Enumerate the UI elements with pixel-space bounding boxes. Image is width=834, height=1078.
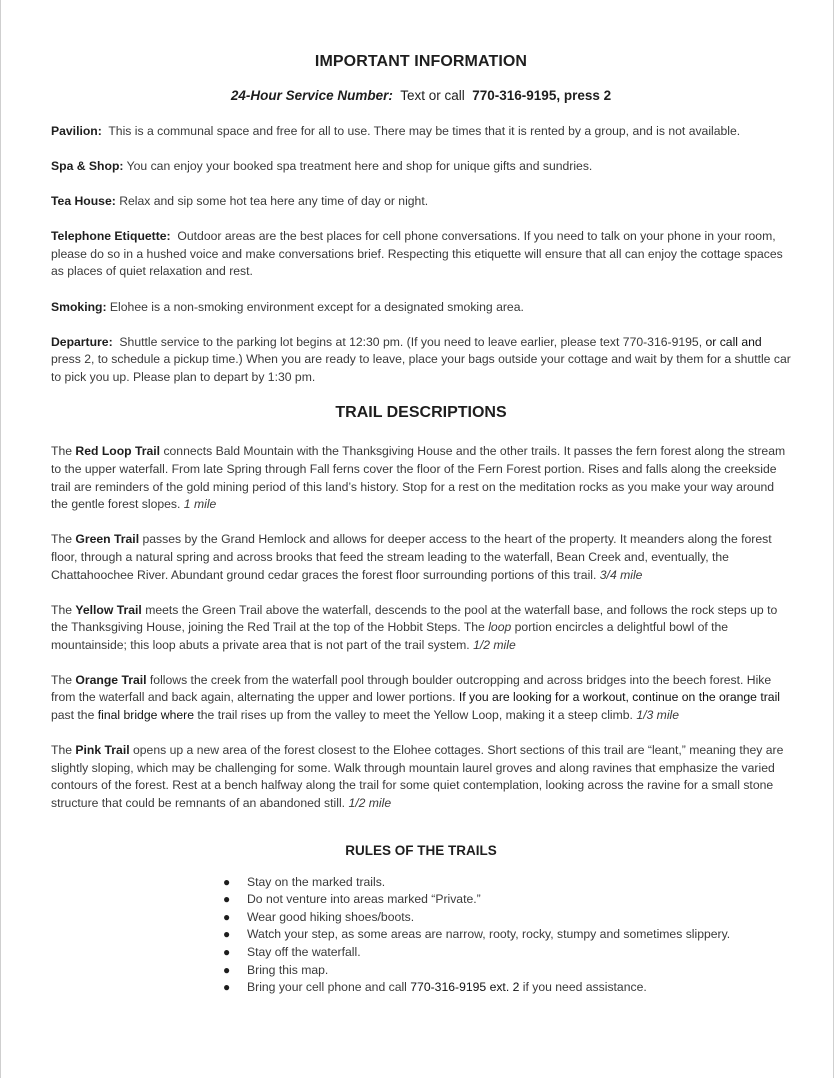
trail-distance: 1 mile	[183, 497, 217, 512]
rule-text: Wear good hiking shoes/boots.	[247, 909, 415, 924]
trail-text-emphasis: final bridge where	[97, 708, 194, 723]
trail-prefix: The	[51, 532, 73, 547]
rules-list	[51, 874, 791, 997]
service-number-label: 24-Hour Service Number:	[230, 88, 393, 103]
info-spa-shop	[51, 158, 791, 176]
rule-text: Do not venture into areas marked “Private.”	[247, 892, 481, 907]
trail-red	[51, 443, 791, 513]
info-text: press 2, to schedule a pickup time.) When you are ready to leave, place your bags outside your cottage and wait by them for a shuttle car to pick you up. Please plan to depart by 1:30 pm.	[51, 352, 791, 384]
bullet-icon: ●	[223, 962, 231, 977]
trail-yellow	[51, 602, 791, 655]
rule-item	[223, 962, 791, 980]
trail-distance: 1/2 mile	[348, 795, 392, 810]
trail-prefix: The	[51, 672, 73, 687]
trail-orange	[51, 672, 791, 725]
trail-distance: 1/3 mile	[636, 708, 680, 723]
info-tea-house	[51, 193, 791, 211]
trail-name: Green Trail	[75, 532, 140, 547]
info-text: Elohee is a non-smoking environment except for a designated smoking area.	[109, 299, 524, 314]
info-text: Relax and sip some hot tea here any time of day or night.	[119, 194, 429, 209]
rule-text: Watch your step, as some areas are narrow, rooty, rocky, stumpy and sometimes slippery.	[247, 927, 731, 942]
trail-name: Orange Trail	[75, 672, 147, 687]
info-label: Spa & Shop:	[51, 159, 124, 174]
rule-item	[223, 909, 791, 927]
info-pavilion	[51, 123, 791, 141]
bullet-icon: ●	[223, 892, 231, 907]
rule-text: Bring your cell phone and call	[247, 980, 407, 995]
trail-name: Red Loop Trail	[75, 444, 161, 459]
trail-text: follows the creek from the waterfall pool through boulder outcropping and across bridges into the beech forest. Hike from the waterfall and back again, alternating the upper and lower portions.	[51, 672, 772, 705]
trail-prefix: The	[51, 743, 73, 758]
trail-text: portion encircles a delightful bowl of the mountainside; this loop abuts a private area that is not part of the trail system.	[51, 620, 729, 652]
trail-prefix: The	[51, 444, 73, 459]
info-telephone-etiquette	[51, 228, 791, 281]
info-smoking	[51, 299, 791, 317]
info-text-emphasis: or call and	[705, 334, 762, 349]
info-label: Pavilion:	[51, 124, 102, 138]
page-title: IMPORTANT INFORMATION	[314, 53, 528, 70]
trail-text: passes by the Grand Hemlock and allows for deeper access to the heart of the property. It meanders along the forest floor, through a natural spring and across brooks that feed the stream leading to the waterfall, Bean Creek and, eventually, the Chattahoochee River. Abundant ground cedar graces the forest floor surrounding portions of this trail.	[51, 532, 772, 582]
bullet-icon: ●	[223, 927, 231, 942]
rule-phone-number: 770-316-9195 ext. 2	[410, 980, 520, 995]
info-label: Tea House:	[51, 194, 116, 209]
info-label: Smoking:	[51, 299, 107, 314]
info-text: This is a communal space and free for all to use. There may be times that it is rented by a group, and is not available.	[108, 124, 741, 138]
trail-text: opens up a new area of the forest closest to the Elohee cottages. Short sections of this trail are “leant,” meaning they are slightly sloping, which may be challenging for some. Walk through mountain laurel groves and along ravines that emphasize the varied contours of the forest. Rest at a bench halfway along the trail for some quiet contemplation, looking across the ravine for a small stone structure that could be remnants of an abandoned still.	[51, 743, 784, 810]
rule-item	[223, 944, 791, 962]
trail-green	[51, 531, 791, 584]
trail-name: Pink Trail	[75, 743, 130, 758]
info-text: Outdoor areas are the best places for cell phone conversations. If you need to talk on your phone in your room, please do so in a hushed voice and make conversations brief. Respecting this etiquette will ensure that all can enjoy the cottage spaces as places of quiet relaxation and rest.	[51, 229, 783, 279]
trail-text: meets the Green Trail above the waterfall, descends to the pool at the waterfall base, and follows the rock steps up to the Thanksgiving House, joining the Red Trail at the top of the Hobbit Steps. The	[51, 602, 778, 635]
trails-heading: TRAIL DESCRIPTIONS	[335, 404, 507, 422]
rules-heading: RULES OF THE TRAILS	[345, 842, 497, 858]
rule-text: Stay off the waterfall.	[247, 944, 361, 959]
rule-text: Stay on the marked trails.	[247, 874, 386, 889]
trail-text-emphasis: If you are looking for a workout, continue on the orange trail	[458, 690, 780, 705]
document-content	[51, 50, 791, 997]
rule-text: Bring this map.	[247, 962, 329, 977]
bullet-icon: ●	[223, 980, 231, 995]
bullet-icon: ●	[223, 909, 231, 924]
trail-text: the trail rises up from the valley to meet the Yellow Loop, making it a steep climb.	[197, 708, 633, 723]
info-label: Departure:	[51, 334, 113, 349]
trail-loop-word: loop	[488, 620, 512, 635]
trail-name: Yellow Trail	[75, 602, 142, 617]
rule-item	[223, 874, 791, 892]
trail-pink	[51, 742, 791, 812]
trail-distance: 1/2 mile	[473, 637, 516, 652]
bullet-icon: ●	[223, 874, 231, 889]
info-text: You can enjoy your booked spa treatment here and shop for unique gifts and sundries.	[126, 159, 593, 174]
bullet-icon: ●	[223, 944, 231, 959]
trail-text: connects Bald Mountain with the Thanksgiving House and the other trails. It passes the fern forest along the stream to the upper waterfall. From late Spring through Fall ferns cover the floor of the Fern Forest portion. Rises and falls along the creekside trail are reminders of the gold mining period of this land’s history. Stop for a rest on the meditation rocks as you make your way around the gentle forest slopes.	[51, 444, 786, 512]
rule-item	[223, 926, 791, 944]
rule-item	[223, 891, 791, 909]
trail-prefix: The	[51, 602, 73, 617]
info-text: Shuttle service to the parking lot begins at 12:30 pm. (If you need to leave earlier, please text 770-316-9195,	[119, 334, 703, 349]
trail-distance: 3/4 mile	[599, 567, 643, 582]
service-number-line	[51, 88, 791, 103]
rule-item	[223, 979, 791, 997]
info-departure	[51, 334, 791, 387]
service-number-text: Text or call	[400, 88, 465, 103]
rule-text: if you need assistance.	[522, 980, 647, 995]
info-label: Telephone Etiquette:	[51, 229, 171, 244]
trail-text: past the	[51, 708, 95, 723]
service-number: 770-316-9195, press 2	[472, 88, 612, 103]
